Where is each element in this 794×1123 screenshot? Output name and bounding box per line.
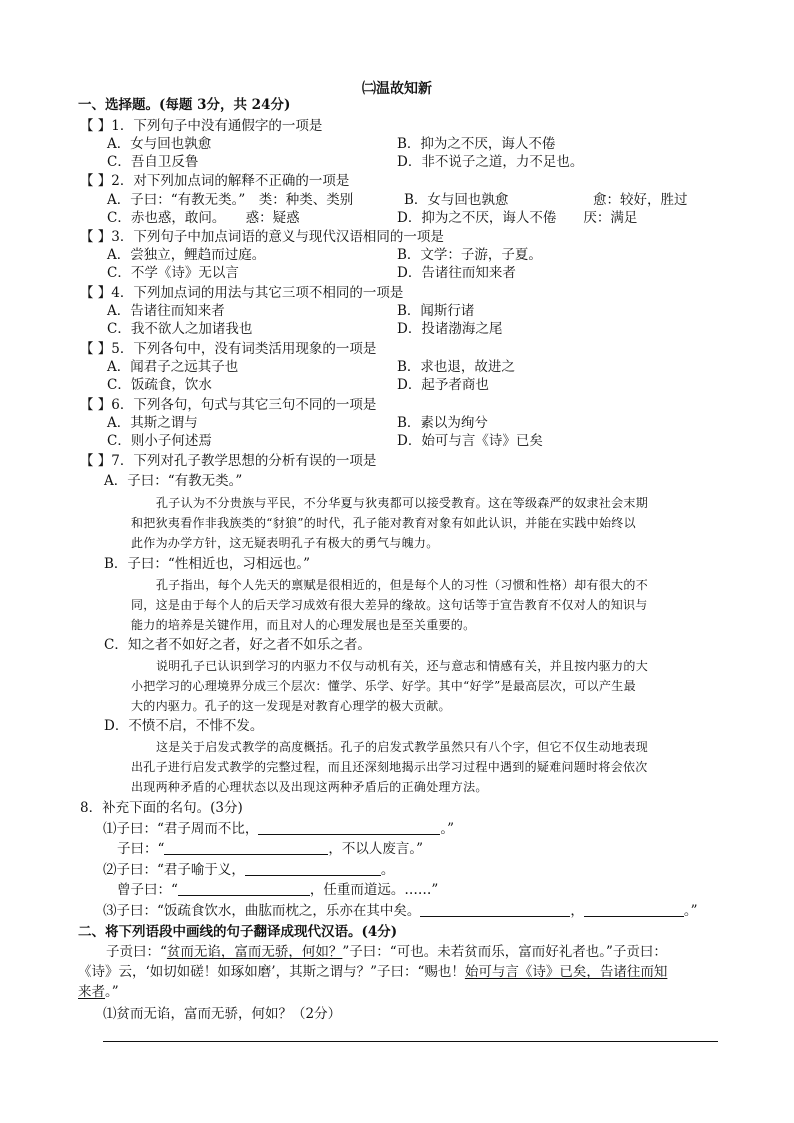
q8-line-3 bbox=[103, 861, 394, 879]
passage-text: 子贡曰：“ bbox=[106, 944, 167, 960]
q7-a-note-line: 此作为办学方针，这无疑表明孔子有极大的勇气与魄力。 bbox=[131, 536, 439, 550]
passage-line-3 bbox=[78, 983, 119, 1001]
answer-blank[interactable] bbox=[584, 902, 684, 917]
passage-text: ”子曰：“可也。未若贫而乐，富而好礼者也。”子贡曰： bbox=[342, 944, 667, 960]
q8-line-1-end: 。” bbox=[440, 821, 455, 837]
q7-d-note-line: 这是关于启发式教学的高度概括。孔子的启发式教学虽然只有八个字，但它不仅生动地表现 bbox=[156, 740, 649, 754]
q7-stem: 【 】7．下列对孔子教学思想的分析有误的一项是 bbox=[80, 453, 377, 469]
q1-option-c: C．吾自卫反鲁 bbox=[107, 154, 199, 170]
q3-stem: 【 】3．下列句子中加点词语的意义与现代汉语相同的一项是 bbox=[80, 229, 444, 245]
page-title: ㈡温故知新 bbox=[362, 81, 432, 97]
q4-option-b: B．闻斯行诸 bbox=[397, 303, 475, 319]
q4-stem: 【 】4．下列加点词的用法与其它三项不相同的一项是 bbox=[80, 285, 404, 301]
section-2-heading: 二、将下列语段中画线的句子翻译成现代汉语。(4分) bbox=[78, 924, 398, 940]
q8-line-1 bbox=[103, 820, 454, 838]
answer-blank[interactable] bbox=[164, 840, 328, 855]
passage-line-2 bbox=[78, 963, 667, 981]
q3-option-d: D．告诸往而知来者 bbox=[397, 265, 516, 281]
q8-line-2-end: ，不以人废言。” bbox=[328, 841, 424, 857]
answer-blank[interactable] bbox=[178, 881, 310, 896]
q8-line-3-end: 。 bbox=[380, 862, 395, 878]
q8-line-2 bbox=[117, 840, 423, 858]
q5-option-a: A．闻君子之远其子也 bbox=[107, 359, 239, 375]
q8-line-4 bbox=[117, 881, 438, 899]
q7-a-note-line: 孔子认为不分贵族与平民，不分华夏与狄夷都可以接受教育。这在等级森严的奴隶社会末期 bbox=[156, 496, 649, 510]
q2-stem: 【 】2．对下列加点词的解释不正确的一项是 bbox=[80, 173, 350, 189]
q1-option-b: B．抑为之不厌，诲人不倦 bbox=[397, 136, 556, 152]
q1-stem: 【 】1．下列句子中没有通假字的一项是 bbox=[80, 118, 323, 134]
q5-option-d: D．起予者商也 bbox=[397, 377, 489, 393]
q7-d-quote: D．不愤不启，不悱不发。 bbox=[104, 718, 264, 734]
q7-a-note-line: 和把狄夷看作非我族类的“豺狼”的时代，孔子能对教育对象有如此认识，并能在实践中始终以 bbox=[131, 516, 636, 530]
q4-option-d: D．投诸渤海之尾 bbox=[397, 321, 503, 337]
q1-option-d: D．非不说子之道，力不足也。 bbox=[397, 154, 584, 170]
underlined-sentence: 来者 bbox=[78, 984, 105, 1000]
q3-option-a: A．尝独立，鲤趋而过庭。 bbox=[107, 247, 266, 263]
answer-blank[interactable] bbox=[420, 902, 570, 917]
q1-option-a: A．女与回也孰愈 bbox=[107, 136, 212, 152]
q8-line-2-text: 子曰：“ bbox=[117, 841, 165, 857]
passage-text: 《诗》云，‘如切如磋！如琢如磨’，其斯之谓与？”子曰：“赐也！ bbox=[78, 964, 465, 980]
answer-blank[interactable] bbox=[258, 820, 440, 835]
q4-option-c: C．我不欲人之加诸我也 bbox=[107, 321, 253, 337]
passage-text: 。” bbox=[105, 984, 119, 1000]
q6-option-a: A．其斯之谓与 bbox=[107, 415, 198, 431]
q7-a-quote: A．子曰：“有教无类。” bbox=[104, 473, 243, 489]
q8-line-5-text: ⑶子曰：“饭疏食饮水，曲肱而枕之，乐亦在其中矣。 bbox=[103, 903, 421, 919]
q7-c-note-line: 小把学习的心理境界分成三个层次：懂学、乐学、好学。其中“好学”是最高层次，可以产生最 bbox=[131, 679, 636, 693]
q7-b-note-line: 能力的培养是关键作用，而且对人的心理发展也是至关重要的。 bbox=[131, 618, 476, 632]
q3-option-c: C．不学《诗》无以言 bbox=[107, 265, 239, 281]
q7-d-note-line: 出孔子进行启发式教学的完整过程，而且还深刻地揭示出学习过程中遇到的疑难问题时将会依次 bbox=[131, 760, 648, 774]
q8-line-5-end: 。” bbox=[683, 903, 698, 919]
q7-b-quote: B．子曰：“性相近也，习相远也。” bbox=[104, 556, 310, 572]
q2-option-a: A．子曰：“有教无类。” 类：种类、类别 bbox=[107, 192, 354, 208]
q6-stem: 【 】6．下列各句，句式与其它三句不同的一项是 bbox=[80, 397, 377, 413]
q7-b-note-line: 同，这是由于每个人的后天学习成效有很大差异的缘故。这句话等于宣告教育不仅对人的知识与 bbox=[131, 598, 648, 612]
q2-option-b-gloss: 愈：较好，胜过 bbox=[593, 192, 688, 208]
q7-c-quote: C．知之者不如好之者，好之者不如乐之者。 bbox=[104, 637, 371, 653]
q6-option-b: B．素以为绚兮 bbox=[397, 415, 488, 431]
q8-line-3-text: ⑵子曰：“君子喻于义， bbox=[103, 862, 245, 878]
q8-line-5 bbox=[103, 902, 698, 920]
q5-option-c: C．饭疏食，饮水 bbox=[107, 377, 212, 393]
q3-option-b: B．文学：子游，子夏。 bbox=[397, 247, 542, 263]
q2-option-c: C．赤也惑，敢问。 惑：疑惑 bbox=[107, 210, 300, 226]
q6-option-d: D．始可与言《诗》已矣 bbox=[397, 433, 543, 449]
passage-line-1 bbox=[106, 943, 667, 961]
q8-line-5-sep: ， bbox=[570, 903, 584, 919]
translation-item-1: ⑴贫而无谄，富而无骄，何如？（2分） bbox=[103, 1006, 342, 1022]
q8-line-1-text: ⑴子曰：“君子周而不比， bbox=[103, 821, 259, 837]
section-1-heading: 一、选择题。(每题 3分，共 24分) bbox=[78, 97, 291, 113]
answer-line[interactable] bbox=[103, 1041, 718, 1042]
q7-b-note-line: 孔子指出，每个人先天的禀赋是很相近的，但是每个人的习性（习惯和性格）却有很大的不 bbox=[156, 578, 649, 592]
q6-option-c: C．则小子何述焉 bbox=[107, 433, 212, 449]
q8-line-4-text: 曾子曰：“ bbox=[117, 882, 178, 898]
q7-d-note-line: 出现两种矛盾的心理状态以及出现这两种矛盾后的正确处理方法。 bbox=[131, 780, 488, 794]
q8-line-4-end: ，任重而道远。……” bbox=[309, 882, 439, 898]
underlined-sentence: 始可与言《诗》已矣，告诸往而知 bbox=[464, 964, 668, 980]
q2-option-b: B．女与回也孰愈 bbox=[404, 192, 509, 208]
q4-option-a: A．告诸往而知来者 bbox=[107, 303, 225, 319]
q7-c-note-line: 大的内驱力。孔子的这一发现是对教育心理学的极大贡献。 bbox=[131, 699, 451, 713]
underlined-sentence: 贫而无谄，富而无骄，何如？ bbox=[166, 944, 343, 960]
q5-stem: 【 】5．下列各句中，没有词类活用现象的一项是 bbox=[80, 341, 377, 357]
answer-blank[interactable] bbox=[245, 861, 381, 876]
q7-c-note-line: 说明孔子已认识到学习的内驱力不仅与动机有关，还与意志和情感有关，并且按内驱力的大 bbox=[156, 659, 649, 673]
q5-option-b: B．求也退，故进之 bbox=[397, 359, 515, 375]
q2-option-d: D．抑为之不厌，诲人不倦 厌：满足 bbox=[397, 210, 638, 226]
q8-stem: 8．补充下面的名句。(3分) bbox=[80, 800, 243, 816]
